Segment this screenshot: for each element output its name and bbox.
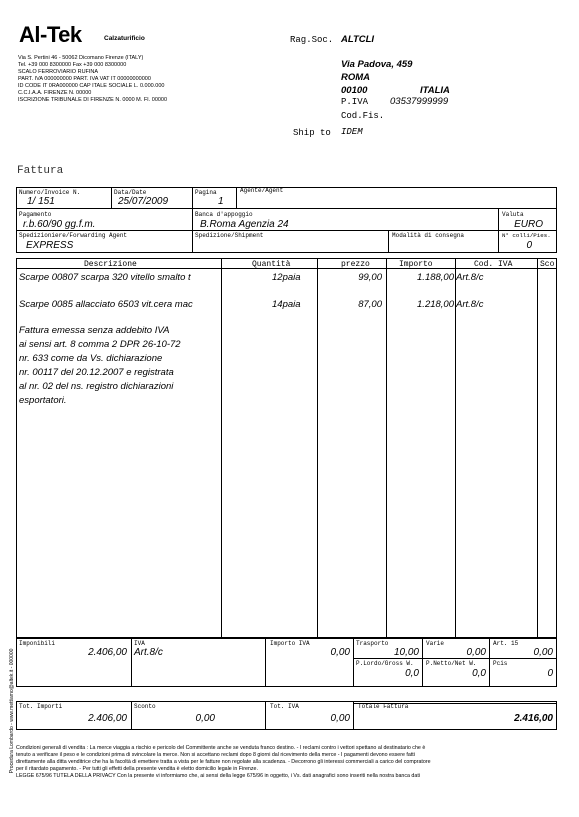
piva-label: P.IVA: [341, 97, 369, 107]
col-importo: Importo: [399, 260, 433, 269]
company-info-line: PART. IVA 000000000 PART. IVA VAT IT 00000000000: [18, 76, 151, 82]
company-info-line: ISCRIZIONE TRIBUNALE DI FIRENZE N. 0000 M. FI. 00000: [18, 97, 168, 103]
footer-line: per il ritardato pagamento. - Per tutti gli effetti della presente vendita è eletto domicilio legale in Firenze.: [16, 766, 258, 772]
shipto-value: IDEM: [341, 127, 363, 137]
tot-iva-label: Tot. IVA: [270, 703, 299, 710]
colli-value: 0: [526, 240, 532, 251]
col-quantita: Quantità: [252, 260, 291, 269]
company-info-line: Tel. +39 000 8300000 Fax +39 000 8300000: [18, 62, 127, 68]
customer-name: ALTCLI: [341, 34, 375, 45]
codfis-label: Cod.Fis.: [341, 111, 385, 121]
row-desc: Scarpe 0085 allacciato 6503 vit.cera mac: [19, 299, 193, 310]
row-desc: Scarpe 00807 scarpa 320 vitello smalto t: [19, 272, 191, 283]
netto-value: 0,0: [472, 668, 486, 679]
valuta-value: EURO: [514, 219, 543, 230]
customer-piva: 03537999999: [390, 96, 449, 107]
trasporto-label: Trasporto: [356, 640, 389, 647]
pagamento-value: r.b.60/90 gg.f.m.: [23, 219, 96, 230]
items-table: [16, 258, 557, 638]
note-line: ai sensi art. 8 comma 2 DPR 26-10-72: [19, 339, 181, 350]
varie-label: Varie: [426, 640, 445, 647]
shipto-label: Ship to: [293, 128, 331, 138]
art15-value: 0,00: [533, 647, 553, 658]
pcolli-label: Pcis: [493, 660, 508, 667]
col-descrizione: Descrizione: [84, 260, 137, 269]
row-iva: Art.8/c: [456, 272, 484, 283]
tot-importi-label: Tot. Importi: [19, 703, 63, 710]
modalita-label: Modalità di consegna: [392, 232, 465, 239]
company-info-line: SCALO FERROVIARIO RUFINA: [18, 69, 99, 75]
footer-line: direttamente alla ditta venditrice che ha la facoltà di emettere tratta a vista per le fatture non regolate alla scadenza. - Decorrono gli interessi commerciali a carico del compratore: [16, 759, 431, 765]
spedizioniere-value: EXPRESS: [26, 240, 74, 251]
pagina-label: Pagina: [195, 189, 217, 196]
totale-label: Totale Fattura: [358, 703, 409, 710]
customer-country: ITALIA: [420, 85, 450, 96]
customer-address: Via Padova, 459: [341, 59, 413, 70]
lordo-label: P.Lordo/Gross W.: [356, 660, 414, 667]
varie-value: 0,00: [466, 647, 486, 658]
col-cod-iva: Cod. IVA: [474, 260, 513, 269]
imponibili-value: 2.406,00: [88, 647, 127, 658]
row-qty: 14paia: [272, 299, 301, 310]
ragsoc-label: Rag.Soc.: [290, 35, 334, 45]
note-line: esportatori.: [19, 395, 67, 406]
imponibili-label: Imponibili: [19, 640, 56, 647]
company-logo: Al-Tek: [19, 22, 82, 47]
company-info-line: ID CODE IT 0RA000000 CAP ITALE SOCIALE L. 0.000.000: [18, 83, 165, 89]
banca-label: Banca d'appoggio: [195, 211, 253, 218]
lordo-value: 0,0: [405, 668, 419, 679]
tot-iva-value: 0,00: [330, 713, 350, 724]
side-text: Procedura Lombardo - www.mettiamo@altek.it - 000000: [8, 648, 15, 774]
data-label: Data/Date: [114, 189, 147, 196]
numero-label: Numero/Invoice N.: [19, 189, 81, 196]
row-qty: 12paia: [272, 272, 301, 283]
iva-value: Art.8/c: [134, 647, 163, 658]
pagamento-label: Pagamento: [19, 211, 52, 218]
footer-line: LEGGE 675/96 TUTELA DELLA PRIVACY Con la presente vi informiamo che, ai sensi della legge 675/96 in oggetto, i Vs. dati anagrafici sono inseriti nella nostra banca dati: [16, 773, 420, 779]
valuta-label: Valuta: [502, 211, 524, 218]
note-line: Fattura emessa senza addebito IVA: [19, 325, 170, 336]
note-line: nr. 00117 del 20.12.2007 e registrata: [19, 367, 174, 378]
agente-label: Agente/Agent: [240, 187, 284, 194]
colli-label: N° colli/Pies.: [502, 232, 551, 239]
pcolli-value: 0: [547, 668, 553, 679]
art15-label: Art. 15: [493, 640, 519, 647]
customer-city: ROMA: [341, 72, 371, 83]
data-value: 25/07/2009: [118, 196, 169, 207]
company-info-line: Via S. Pertini 46 - 50062 Dicomano Firenze (ITALY): [18, 55, 144, 61]
totale-value: 2.416,00: [514, 713, 553, 724]
row-iva: Art.8/c: [456, 299, 484, 310]
importo-iva-value: 0,00: [330, 647, 350, 658]
importo-iva-label: Importo IVA: [270, 640, 310, 647]
footer-line: tenuto a verificare il peso e le condizioni prima di svincolare la merce. Non si accettano reclami dopo 8 giorni dal ricevimento della merce - I pagamenti devono essere fatti: [16, 752, 415, 758]
numero-value: 1/ 151: [27, 196, 55, 207]
pagina-value: 1: [218, 196, 224, 207]
spedizioniere-label: Spedizioniere/Forwarding Agent: [19, 232, 128, 239]
spedizione-label: Spedizione/Shipment: [195, 232, 264, 239]
company-subtitle: Calzaturificio: [104, 35, 145, 42]
row-amount: 1.218,00: [417, 299, 454, 310]
customer-cap: 00100: [341, 85, 368, 96]
sconto-value: 0,00: [195, 713, 215, 724]
trasporto-value: 10,00: [393, 647, 419, 658]
footer-line: Condizioni generali di vendita : La merce viaggia a rischio e pericolo del Committente anche se venduta franco destino. - I reclami contro i vettori spettano al destinatario che è: [16, 745, 426, 751]
netto-label: P.Netto/Net W.: [426, 660, 477, 667]
iva-label: IVA: [134, 640, 145, 647]
doc-title: Fattura: [17, 165, 64, 177]
row-price: 99,00: [358, 272, 382, 283]
col-prezzo: prezzo: [341, 260, 370, 269]
row-price: 87,00: [358, 299, 382, 310]
note-line: nr. 633 come da Vs. dichiarazione: [19, 353, 163, 364]
note-line: al nr. 02 del ns. registro dichiarazioni: [19, 381, 174, 392]
tot-importi-value: 2.406,00: [88, 713, 127, 724]
row-amount: 1.188,00: [417, 272, 454, 283]
banca-value: B.Roma Agenzia 24: [200, 219, 289, 230]
col-sco: Sco: [540, 260, 555, 269]
company-info-line: C.C.I.A.A. FIRENZE N. 00000: [18, 90, 92, 96]
sconto-label: Sconto: [134, 703, 156, 710]
